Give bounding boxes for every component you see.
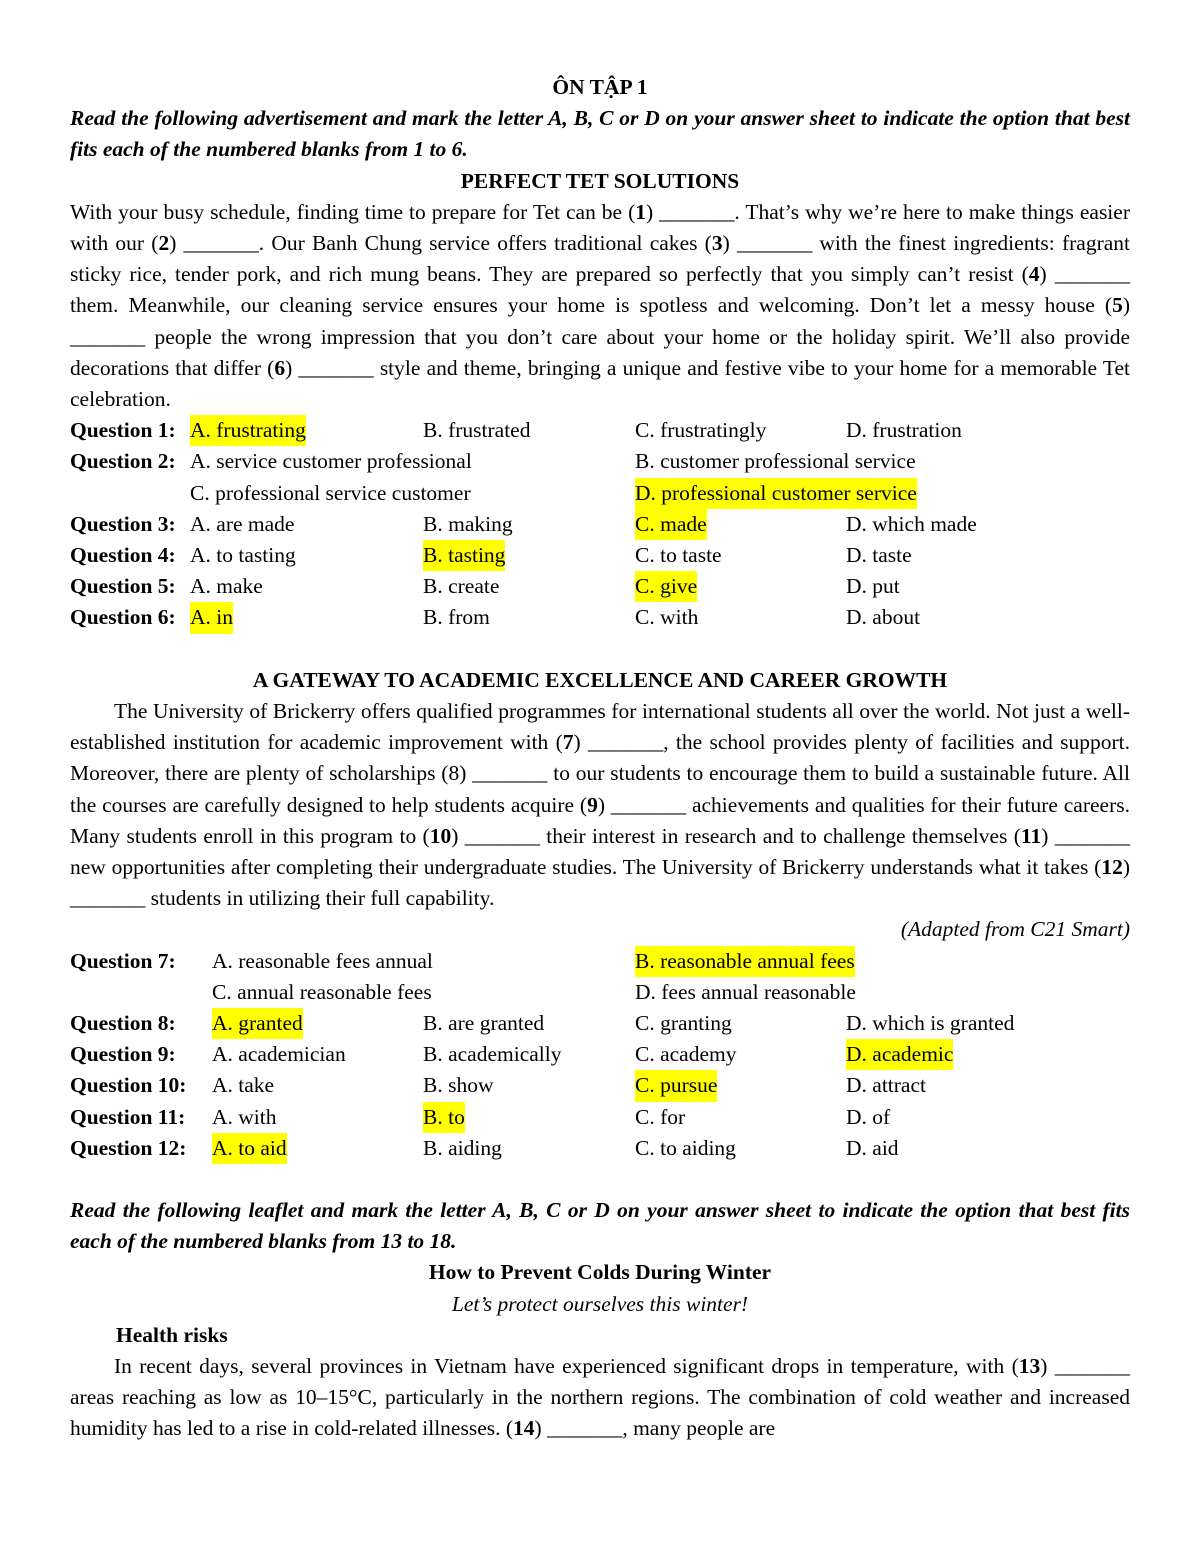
answer-option[interactable]: A. are made xyxy=(190,511,295,536)
question-row xyxy=(70,540,1130,571)
answer-option[interactable]: D. taste xyxy=(846,542,912,567)
answer-option[interactable]: A. to tasting xyxy=(190,542,296,567)
question-label: Question 8: xyxy=(70,1010,176,1035)
answer-option[interactable]: D. academic xyxy=(846,1039,953,1070)
answer-option[interactable]: B. to xyxy=(423,1102,465,1133)
answer-option[interactable]: B. tasting xyxy=(423,540,505,571)
answer-option[interactable]: A. in xyxy=(190,602,233,633)
answer-option[interactable]: B. create xyxy=(423,574,500,599)
answer-option[interactable]: C. to taste xyxy=(635,542,722,567)
document-page xyxy=(70,72,1130,1445)
part2-passage xyxy=(70,696,1130,914)
part1-passage xyxy=(70,197,1130,415)
answer-option[interactable]: C. made xyxy=(635,509,707,540)
part1-text: ) _______ style and theme, bringing a unique and festive vibe to your home for a memorable Tet celebration. xyxy=(70,355,1131,412)
part2-text: The University of Brickerry offers qualified programmes for international students all over the world. Not just a well-established institution for academic improvement with ( xyxy=(70,698,1130,755)
question-row xyxy=(70,509,1130,540)
question-row xyxy=(70,977,1130,1008)
question-row xyxy=(70,571,1130,602)
question-row xyxy=(70,446,1130,477)
part2-blank-number: 7 xyxy=(562,730,574,755)
answer-option[interactable]: D. aid xyxy=(846,1135,899,1160)
answer-option[interactable]: C. to aiding xyxy=(635,1135,736,1160)
part1-text: With your busy schedule, finding time to prepare for Tet can be ( xyxy=(70,199,636,224)
part2-blank-number: 12 xyxy=(1101,854,1123,879)
answer-option[interactable]: A. frustrating xyxy=(190,415,306,446)
question-label: Question 7: xyxy=(70,948,176,973)
part2-text: ) _______ their interest in research and to challenge themselves ( xyxy=(451,823,1021,848)
answer-option[interactable]: A. reasonable fees annual xyxy=(212,948,433,973)
question-row xyxy=(70,1039,1130,1070)
answer-option[interactable]: A. with xyxy=(212,1104,277,1129)
answer-option[interactable]: D. of xyxy=(846,1104,891,1129)
answer-option[interactable]: D. which is granted xyxy=(846,1010,1015,1035)
part1-questions xyxy=(70,415,1130,633)
answer-option[interactable]: C. for xyxy=(635,1104,686,1129)
question-label: Question 6: xyxy=(70,605,176,630)
part1-blank-number: 6 xyxy=(274,355,286,380)
document-title: ÔN TẬP 1 xyxy=(552,75,648,99)
part2-text: ) _______, the school provides plenty of facilities and support. Moreover, there are plenty of scholarships (8) _______ to our students to encourage them to build a sustainable future. All the courses are carefully designed to help students acquire ( xyxy=(70,730,1130,817)
answer-option[interactable]: D. fees annual reasonable xyxy=(635,979,856,1004)
question-row xyxy=(70,946,1130,977)
part1-blank-number: 2 xyxy=(158,231,170,256)
answer-option[interactable]: B. frustrated xyxy=(423,418,531,443)
answer-option[interactable]: A. service customer professional xyxy=(190,449,472,474)
part3-subtitle: Let’s protect ourselves this winter! xyxy=(451,1291,749,1316)
part2-blank-number: 10 xyxy=(429,823,452,848)
question-row xyxy=(70,1133,1130,1164)
part1-blank-number: 3 xyxy=(711,231,723,256)
part1-text: ) _______ them. Meanwhile, our cleaning service ensures your home is spotless and welcoming. Don’t let a messy house ( xyxy=(70,262,1130,318)
answer-option[interactable]: A. granted xyxy=(212,1008,303,1039)
part2-source: (Adapted from C21 Smart) xyxy=(900,917,1130,942)
question-label: Question 2: xyxy=(70,449,176,474)
answer-option[interactable]: B. reasonable annual fees xyxy=(635,946,855,977)
question-label: Question 1: xyxy=(70,418,176,443)
question-label: Question 12: xyxy=(70,1135,187,1160)
part2-text: ) _______ students in utilizing their full capability. xyxy=(70,854,1130,911)
part3-heading: Health risks xyxy=(116,1322,228,1347)
part1-text: ) _______ people the wrong impression that you don’t care about your home or the holiday spirit. We’ll also provide decorations that differ ( xyxy=(70,293,1130,380)
part2-blank-number: 9 xyxy=(587,792,598,817)
answer-option[interactable]: B. are granted xyxy=(423,1010,545,1035)
question-row xyxy=(70,1102,1130,1133)
part3-text: In recent days, several provinces in Vietnam have experienced significant drops in temperature, with ( xyxy=(114,1354,1019,1379)
part3-text: ) _______ areas reaching as low as 10–15°C, particularly in the northern regions. The combination of cold weather and increased humidity has led to a rise in cold-related illnesses. ( xyxy=(70,1354,1130,1441)
part3-blank-number: 13 xyxy=(1018,1354,1041,1379)
answer-option[interactable]: A. academician xyxy=(212,1042,346,1067)
question-label: Question 11: xyxy=(70,1104,186,1129)
answer-option[interactable]: A. make xyxy=(190,574,263,599)
answer-option[interactable]: B. making xyxy=(423,511,513,536)
part1-passage-title: PERFECT TET SOLUTIONS xyxy=(460,168,740,193)
answer-option[interactable]: A. to aid xyxy=(212,1133,287,1164)
answer-option[interactable]: D. frustration xyxy=(846,418,962,443)
question-row xyxy=(70,602,1130,633)
answer-option[interactable]: D. professional customer service xyxy=(635,478,917,509)
question-label: Question 9: xyxy=(70,1042,176,1067)
part1-blank-number: 1 xyxy=(635,199,646,224)
answer-option[interactable]: C. give xyxy=(635,571,697,602)
answer-option[interactable]: C. pursue xyxy=(635,1070,717,1101)
answer-option[interactable]: C. with xyxy=(635,605,699,630)
part2-blank-number: 11 xyxy=(1020,823,1042,848)
answer-option[interactable]: A. take xyxy=(212,1073,275,1098)
answer-option[interactable]: B. academically xyxy=(423,1042,562,1067)
question-label: Question 4: xyxy=(70,542,176,567)
part1-text: ) _______. Our Banh Chung service offers traditional cakes ( xyxy=(169,231,712,256)
part1-text: ) _______. That’s why we’re here to make things easier with our ( xyxy=(70,199,1130,256)
part2-questions xyxy=(70,946,1130,1164)
question-row xyxy=(70,415,1130,446)
part3-text: ) _______, many people are xyxy=(534,1416,776,1441)
question-row xyxy=(70,1008,1130,1039)
question-label: Question 10: xyxy=(70,1073,187,1098)
part3-passage-title: How to Prevent Colds During Winter xyxy=(428,1260,772,1285)
part1-text: ) _______ with the finest ingredients: fragrant sticky rice, tender pork, and rich mung beans. They are prepared so perfectly that you simply can’t resist ( xyxy=(70,231,1130,287)
answer-option[interactable]: C. frustratingly xyxy=(635,418,767,443)
answer-option[interactable]: B. show xyxy=(423,1073,494,1098)
part1-instruction: Read the following advertisement and mark the letter A, B, C or D on your answer sheet to indicate the option that best fits each of the numbered blanks from 1 to 6. xyxy=(70,106,1130,162)
answer-option[interactable]: C. academy xyxy=(635,1042,737,1067)
part1-blank-number: 5 xyxy=(1112,293,1123,318)
question-row xyxy=(70,1070,1130,1101)
answer-option[interactable]: D. which made xyxy=(846,511,977,536)
question-label: Question 3: xyxy=(70,511,176,536)
answer-option[interactable]: D. about xyxy=(846,605,921,630)
answer-option[interactable]: B. from xyxy=(423,605,490,630)
answer-option[interactable]: B. customer professional service xyxy=(635,449,916,474)
part2-passage-title: A GATEWAY TO ACADEMIC EXCELLENCE AND CAREER GROWTH xyxy=(252,667,948,692)
answer-option[interactable]: B. aiding xyxy=(423,1135,502,1160)
answer-option[interactable]: C. granting xyxy=(635,1010,732,1035)
answer-option[interactable]: D. put xyxy=(846,574,900,599)
part3-blank-number: 14 xyxy=(513,1416,535,1441)
part2-text: ) _______ new opportunities after completing their undergraduate studies. The University of Brickerry understands what it takes ( xyxy=(70,823,1130,879)
question-row xyxy=(70,478,1130,509)
answer-option[interactable]: C. professional service customer xyxy=(190,480,471,505)
part1-blank-number: 4 xyxy=(1028,262,1040,287)
part2-text: ) _______ achievements and qualities for their future careers. Many students enroll in this program to ( xyxy=(70,792,1130,848)
question-label: Question 5: xyxy=(70,574,176,599)
answer-option[interactable]: C. annual reasonable fees xyxy=(212,979,432,1004)
answer-option[interactable]: D. attract xyxy=(846,1073,926,1098)
part3-passage xyxy=(70,1351,1130,1445)
part3-instruction: Read the following leaflet and mark the letter A, B, C or D on your answer sheet to indicate the option that best fits each of the numbered blanks from 13 to 18. xyxy=(70,1198,1130,1254)
